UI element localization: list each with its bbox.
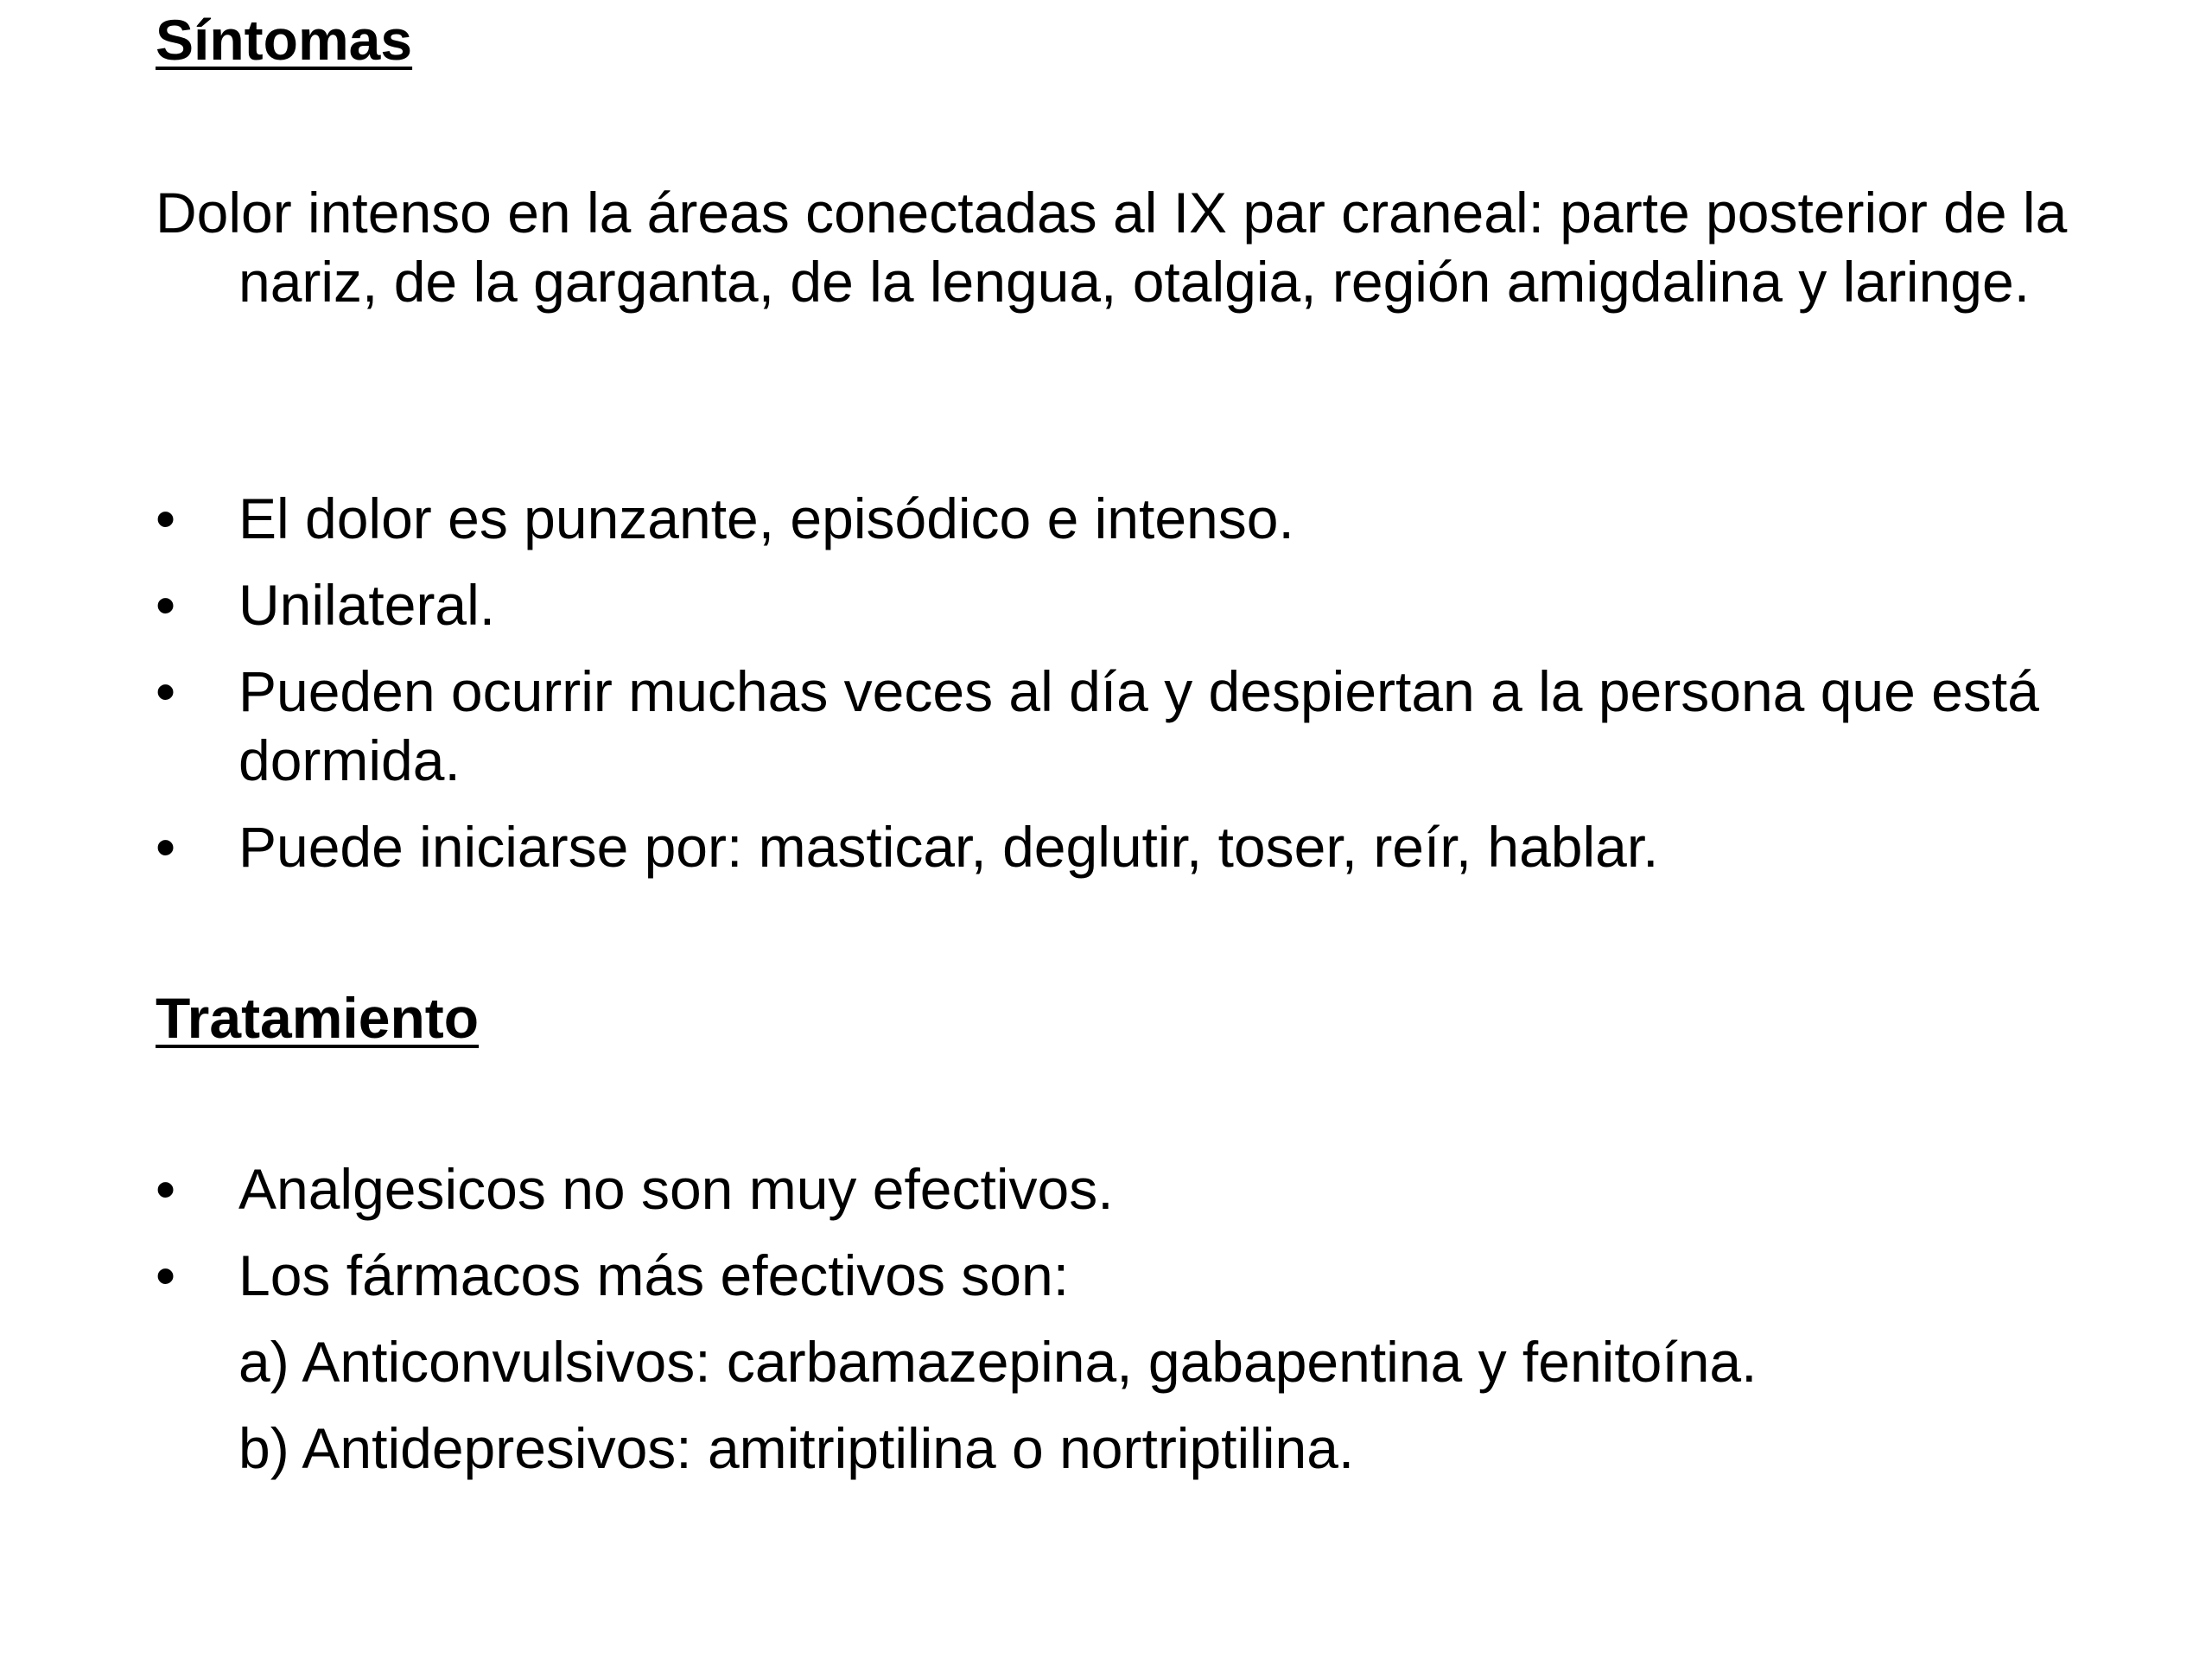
list-item-text: Los fármacos más efectivos son: xyxy=(238,1243,1070,1307)
sub-list-item xyxy=(156,1414,2117,1483)
sub-list-item-text: b) Antidepresivos: amitriptilina o nortriptilina. xyxy=(238,1416,1355,1480)
tratamiento-list xyxy=(156,1154,2117,1500)
list-item xyxy=(156,657,2117,795)
list-item xyxy=(156,1154,2117,1224)
heading-sintomas: Síntomas xyxy=(156,8,413,72)
bullet-icon: • xyxy=(156,1157,176,1221)
bullet-icon: • xyxy=(156,1243,176,1307)
list-item xyxy=(156,484,2117,553)
list-item xyxy=(156,570,2117,639)
list-item-text: Puede iniciarse por: masticar, deglutir, toser, reír, hablar. xyxy=(238,815,1659,879)
list-item-text: Unilateral. xyxy=(238,573,496,637)
list-item-text: Analgesicos no son muy efectivos. xyxy=(238,1157,1114,1221)
bullet-icon: • xyxy=(156,573,176,637)
bullet-icon: • xyxy=(156,486,176,550)
list-item-text: El dolor es punzante, episódico e intenso. xyxy=(238,486,1294,550)
list-item xyxy=(156,812,2117,881)
list-item xyxy=(156,1241,2117,1310)
heading-tratamiento: Tratamiento xyxy=(156,986,480,1050)
bullet-icon: • xyxy=(156,815,176,879)
sintomas-intro-paragraph: Dolor intenso en la áreas conectadas al IX par craneal: parte posterior de la nariz, de la garganta, de la lengua, otalgia, región amigdalina y laringe. xyxy=(156,181,2068,314)
sub-list-item-text: a) Anticonvulsivos: carbamazepina, gabapentina y fenitoína. xyxy=(238,1330,1758,1394)
list-item-text: Pueden ocurrir muchas veces al día y despiertan a la persona que está dormida. xyxy=(238,659,2039,792)
bullet-icon: • xyxy=(156,659,176,723)
sintomas-list xyxy=(156,484,2117,899)
sub-list-item xyxy=(156,1327,2117,1396)
